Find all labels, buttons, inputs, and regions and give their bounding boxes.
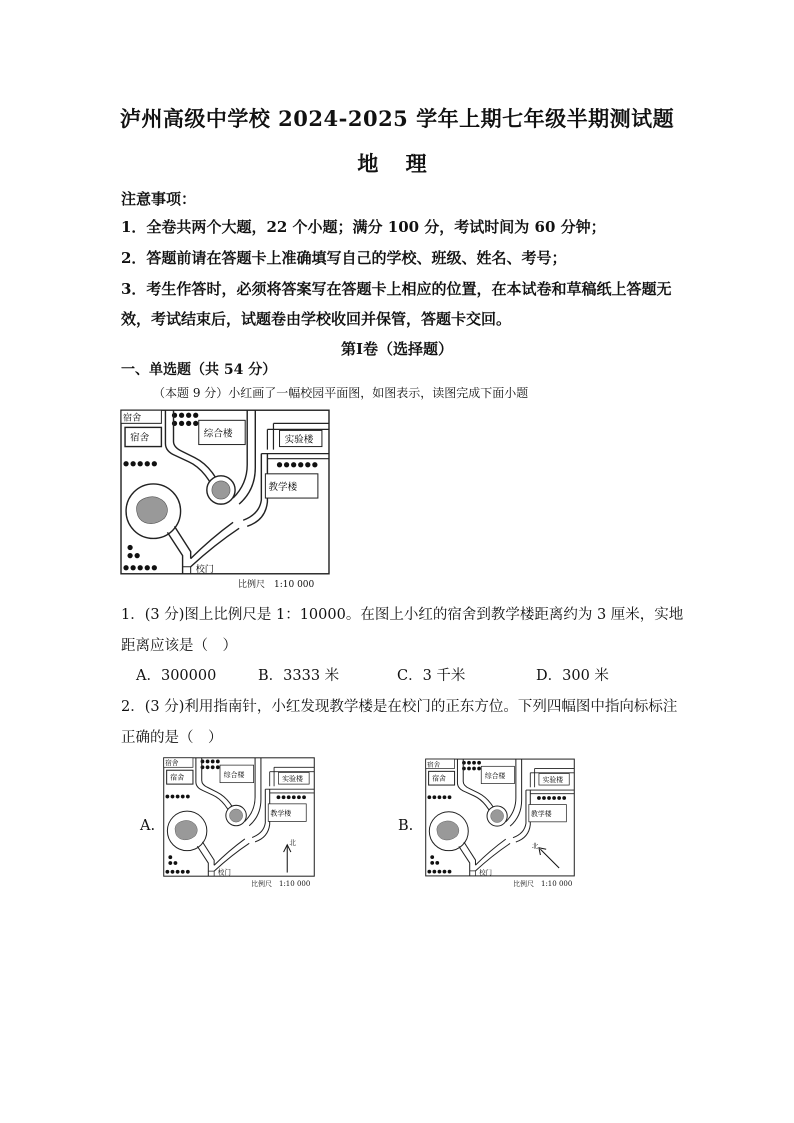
map-label-dorm2: 宿舍 — [130, 432, 150, 444]
b-label-gate: 校门 — [479, 868, 493, 877]
b-label-complex: 综合楼 — [484, 771, 506, 780]
q1-option-a: A．300000 — [136, 668, 217, 684]
b-label-lab: 实验楼 — [542, 776, 564, 785]
b-north-label: 北 — [531, 841, 539, 850]
a-label-lab: 实验楼 — [282, 775, 303, 784]
section-title: 第Ⅰ卷（选择题） — [340, 340, 454, 358]
question-2-text: 2．(3 分)利用指南针，小红发现教学楼是在校门的正东方位。下列四幅图中指向标标注正确的是（ ） — [121, 699, 678, 746]
a-label-dorm1: 宿舍 — [165, 759, 179, 768]
option-b-drawing — [425, 758, 575, 877]
page-title: 泸州高级中学校 2024-2025 学年上期七年级半期测试题 — [119, 106, 675, 131]
notice-item-2: 2．答题前请在答题卡上准确填写自己的学校、班级、姓名、考号； — [121, 249, 567, 267]
q1-option-b: B．3333 米 — [258, 668, 340, 684]
map-label-teaching: 教学楼 — [268, 481, 298, 493]
a-map-scale: 比例尺 1:10 000 — [251, 880, 311, 888]
a-label-gate: 校门 — [217, 868, 231, 877]
map-label-complex: 综合楼 — [203, 428, 233, 440]
map-scale: 比例尺 1:10 000 — [238, 580, 315, 590]
b-label-dorm2: 宿舍 — [432, 774, 446, 783]
q2-option-b-map — [425, 758, 577, 894]
a-north-label: 北 — [289, 838, 296, 847]
a-label-dorm2: 宿舍 — [170, 773, 185, 782]
q2-option-a-label: A. — [140, 818, 156, 834]
notice-heading: 注意事项： — [121, 190, 197, 208]
map-label-dorm1: 宿舍 — [123, 413, 142, 424]
a-label-complex: 综合楼 — [223, 770, 245, 779]
notice-item-3: 3．考生作答时，必须将答案写在答题卡上相应的位置，在本试卷和草稿纸上答题无效，考试结束后，试题卷由学校收回并保管，答题卡交回。 — [121, 280, 672, 328]
map-label-lab: 实验楼 — [284, 434, 314, 446]
q1-option-c: C．3 千米 — [397, 668, 466, 684]
map-label-gate: 校门 — [195, 564, 214, 575]
b-map-scale: 比例尺 1:10 000 — [513, 880, 573, 888]
question-intro: （本题 9 分）小红画了一幅校园平面图，如图表示，读图完成下面小题 — [153, 386, 529, 400]
campus-map-main — [120, 409, 330, 589]
b-label-teaching: 教学楼 — [531, 810, 552, 819]
question-1-text: 1．(3 分)图上比例尺是 1：10000。在图上小红的宿舍到教学楼距离约为 3 厘米，实地距离应该是（ ） — [121, 607, 684, 654]
part-title: 一、单选题（共 54 分） — [121, 362, 277, 378]
campus-map-drawing — [120, 409, 330, 575]
option-a-drawing — [163, 757, 315, 877]
q2-option-b-label: B. — [398, 818, 414, 834]
notice-item-1: 1．全卷共两个大题，22 个小题；满分 100 分，考试时间为 60 分钟； — [121, 218, 606, 236]
a-label-teaching: 教学楼 — [270, 809, 292, 818]
q2-option-a-map — [163, 757, 315, 893]
q1-option-d: D．300 米 — [536, 668, 609, 684]
b-label-dorm1: 宿舍 — [427, 760, 441, 769]
subject-title: 地 理 — [357, 151, 437, 176]
